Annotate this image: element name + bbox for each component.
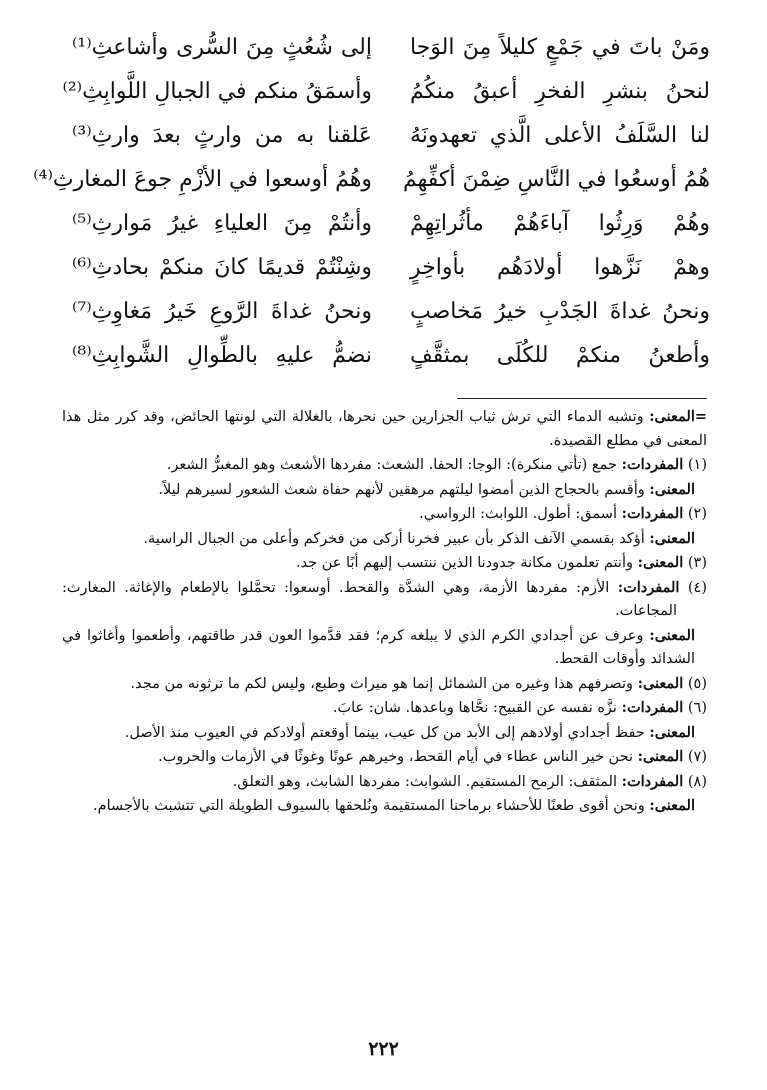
- note-text: وأقسم بالحجاج الذين أمضوا ليلتهم مرهقين لأنهم حفاة شعث الشعور لسيرهم ليلاً.: [158, 481, 650, 498]
- note-4-meaning: [62, 624, 707, 672]
- note-6-vocab: [62, 696, 707, 721]
- note-text: نزَّه نفسه عن القبيح: نحَّاها وباعدها. شان: عابَ.: [332, 700, 622, 716]
- note-text: وتشبه الدماء التي ترش ثياب الجزارين حين نحرها، بالغلالة التي لونتها الحائض، وقد كرر مثل هذا المعنى في مطلع القصيدة.: [62, 409, 707, 449]
- note-7-meaning: [62, 745, 707, 770]
- note-label: =المعنى:: [649, 408, 707, 425]
- note-label: المفردات:: [621, 772, 684, 790]
- note-5-meaning: [62, 672, 707, 697]
- verse-2-second-hemistich: وأسمَقُ منكم في الجبالِ اللَّوابِثِ⁽²⁾: [62, 79, 372, 104]
- note-label: المعنى:: [649, 626, 695, 644]
- verse-2: [60, 72, 710, 116]
- verse-8: [60, 336, 710, 380]
- verse-5-first-hemistich: وهُمْ وَرِثُوا آباءَهُمْ مأثُراتِهِمْ: [410, 211, 710, 236]
- note-label: المعنى:: [649, 529, 695, 547]
- note-text: أسمق: أطول. اللوابث: الرواسي.: [419, 506, 622, 522]
- note-3-meaning: [62, 551, 707, 576]
- note-text: حفظ أجدادي أولادهم إلى الأبد من كل عيب، بينما أوقعتم أولادكم في العيوب منذ الأصل.: [124, 724, 650, 741]
- verse-1-first-hemistich: ومَنْ باتَ في جَمْعٍ كليلاً مِنَ الوَجا: [410, 35, 710, 60]
- verse-7-second-hemistich: ونحنُ غداةَ الرَّوعِ خَيرُ مَغاوِثِ⁽⁷⁾: [72, 299, 372, 324]
- verse-7-first-hemistich: ونحنُ غداةَ الجَدْبِ خيرُ مَخاصبٍ: [410, 299, 710, 324]
- note-label: المعنى:: [637, 554, 684, 571]
- note-1-meaning: [62, 478, 707, 503]
- verse-6-first-hemistich: وهمْ نَزَّهوا أولادَهُم بأواخِرٍ: [410, 255, 710, 280]
- note-1-vocab: [62, 453, 707, 478]
- note-label: المعنى:: [649, 480, 695, 498]
- note-text: نحن خير الناس عطاء في أيام القحط، وخيرهم عونًا وغوثًا في الأزمات والحروب.: [158, 749, 638, 765]
- verse-3: [60, 116, 710, 160]
- note-text: ونحن أقوى طعنًا للأحشاء برماحنا المستقيمة ونُلحقها بالسيوف الطويلة التي تتشبث بالأجسام.: [93, 798, 650, 814]
- note-continuation: [62, 405, 707, 453]
- verse-2-first-hemistich: لنحنُ بنشرِ الفخرِ أعبقُ منكُمُ: [410, 79, 710, 104]
- verse-4-second-hemistich: وهُمُ أوسعوا في الأزْمِ جوعَ المغارثِ⁽⁴⁾: [33, 167, 372, 192]
- verse-1: [60, 28, 710, 72]
- footnote-separator: [457, 398, 707, 399]
- note-text: المثقف: الرمح المستقيم. الشوابث: مفردها الشابث، وهو التعلق.: [232, 773, 622, 790]
- verse-4: [33, 160, 710, 204]
- verse-6: [60, 248, 710, 292]
- note-number: (٧): [687, 749, 707, 765]
- verse-5-second-hemistich: وأنتُمْ مِنَ العلياءِ غيرُ مَوارثِ⁽⁵⁾: [72, 211, 372, 236]
- note-number: (٤): [687, 579, 707, 596]
- note-number: (٥): [687, 675, 707, 692]
- note-4-vocab: [62, 576, 707, 624]
- note-number: (٦): [687, 700, 707, 716]
- verse-6-second-hemistich: وشِنْتُمْ قديمًا كانَ منكمْ بحادثِ⁽⁶⁾: [72, 255, 372, 280]
- note-label: المعنى:: [649, 723, 695, 741]
- verse-5: [60, 204, 710, 248]
- note-2-meaning: [62, 527, 707, 552]
- note-label: المفردات:: [621, 456, 684, 473]
- verse-4-first-hemistich: هُمُ أوسعُوا في النَّاسِ ضِمْنَ أكفِّهِمُ: [403, 167, 710, 192]
- note-label: المفردات:: [617, 578, 680, 596]
- verse-3-second-hemistich: عَلقنا به من وارثٍ بعدَ وارثِ⁽³⁾: [72, 123, 372, 148]
- note-2-vocab: [62, 502, 707, 527]
- note-number: (٢): [687, 506, 707, 522]
- verse-8-first-hemistich: وأطعنُ منكمْ للكُلَى بمثقَّفٍ: [410, 343, 710, 368]
- note-text: جمع (تأتي منكرة): الوجا: الحفا. الشعث: مفردها الأشعث وهو المغبرُّ الشعر.: [166, 457, 622, 473]
- note-text: وتصرفهم هذا وغيره من الشمائل إنما هو ميراث وطبع، وليس لكم ما ترثونه من مجد.: [130, 675, 638, 692]
- note-number: (١): [687, 457, 707, 473]
- note-label: المعنى:: [649, 797, 695, 814]
- note-8-meaning: [62, 794, 707, 819]
- note-8-vocab: [62, 770, 707, 795]
- note-number: (٣): [687, 555, 707, 571]
- note-label: المفردات:: [621, 699, 684, 716]
- note-text: وعرف عن أجدادي الكرم الذي لا يبلغه كرم؛ فقد قدَّموا العون قدر طاقتهم، وأطعموا وأغاثوا في الشدائد وأوقات القحط.: [62, 627, 695, 667]
- verse-8-second-hemistich: نضمُّ عليهِ بالطِّوالِ الشَّوابِثِ⁽⁸⁾: [72, 343, 372, 368]
- note-label: المفردات:: [621, 505, 684, 522]
- poem: [33, 28, 710, 380]
- verse-7: [60, 292, 710, 336]
- note-6-meaning: [62, 721, 707, 746]
- verse-1-second-hemistich: إلى شُعُثٍ مِنَ السُّرى وأشاعثِ⁽¹⁾: [72, 35, 372, 60]
- verse-3-first-hemistich: لنا السَّلَفُ الأعلى الَّذي تعهدونَهُ: [410, 123, 710, 148]
- footnotes: [62, 405, 707, 819]
- note-label: المعنى:: [637, 748, 684, 765]
- note-number: (٨): [687, 773, 707, 790]
- note-text: وأنتم تعلمون مكانة جدودنا الذين ننتسب إليهم أبًا عن جد.: [295, 555, 638, 571]
- note-label: المعنى:: [637, 674, 684, 692]
- note-text: أؤكد بقسمي الآنف الذكر بأن عبير فخرنا أزكى من فخركم وأعلى من الجبال الراسية.: [143, 530, 650, 547]
- page-number: ٢٢٢: [368, 1038, 399, 1060]
- note-text: الأزم: مفردها الأزمة، وهي الشدَّة والقحط. أوسعوا: تحمَّلوا بالإطعام والإغاثة. المغارث: المجاعات.: [62, 579, 677, 619]
